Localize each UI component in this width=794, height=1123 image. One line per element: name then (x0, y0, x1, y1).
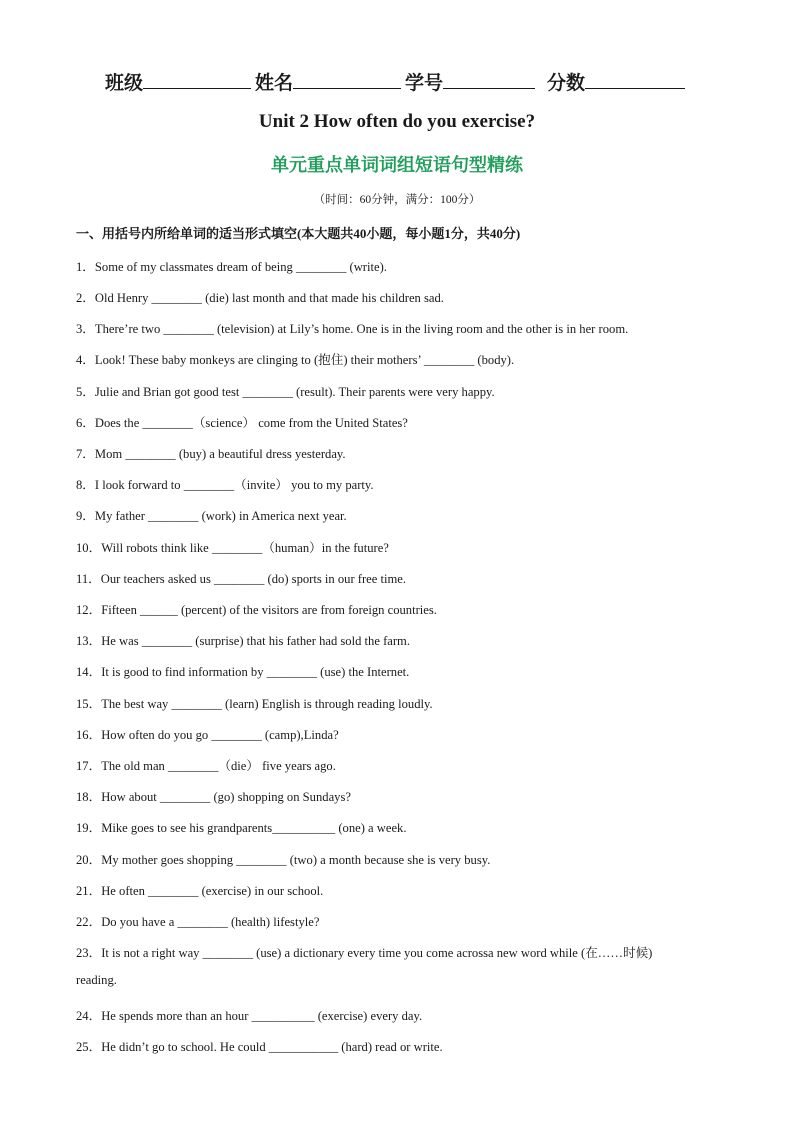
exercise-item: 19．Mike goes to see his grandparents__________ (one) a week. (76, 821, 407, 835)
exercise-item: 6．Does the ________（science） come from the United States? (76, 416, 408, 430)
exercise-item: 14．It is good to find information by ________ (use) the Internet. (76, 665, 410, 679)
exercise-item: 23．It is not a right way ________ (use) a dictionary every time you come acrossa new word while (在……时候) (76, 946, 653, 960)
exercise-item: 11．Our teachers asked us ________ (do) sports in our free time. (76, 572, 407, 586)
exercise-item: 3．There’re two ________ (television) at Lily’s home. One is in the living room and the other is in her room. (76, 322, 629, 336)
score-blank[interactable] (585, 70, 685, 89)
name-label: 姓名 (254, 73, 293, 94)
exercise-item-continuation: reading. (76, 973, 117, 987)
student-info-line (0, 68, 794, 95)
score-label: 分数 (547, 73, 586, 94)
time-note: （时间：60分钟，满分：100分） (313, 194, 481, 206)
page-subtitle: 单元重点单词词组短语句型精练 (271, 155, 523, 176)
exercise-item: 17．The old man ________（die） five years ago. (76, 759, 336, 773)
exercise-item: 25．He didn’t go to school. He could ___________ (hard) read or write. (76, 1040, 443, 1054)
exercise-item: 15．The best way ________ (learn) English is through reading loudly. (76, 697, 433, 711)
exercise-item: 13．He was ________ (surprise) that his father had sold the farm. (76, 634, 411, 648)
exercise-item: 9．My father ________ (work) in America next year. (76, 509, 347, 523)
page-title: Unit 2 How often do you exercise? (258, 111, 536, 132)
class-label: 班级 (104, 73, 143, 94)
exercise-item: 7．Mom ________ (buy) a beautiful dress yesterday. (76, 447, 346, 461)
exercise-item: 21．He often ________ (exercise) in our school. (76, 884, 324, 898)
exercise-item: 1．Some of my classmates dream of being ________ (write). (76, 260, 387, 274)
exercise-item: 2．Old Henry ________ (die) last month and that made his children sad. (76, 291, 444, 305)
id-blank[interactable] (443, 70, 535, 89)
exercise-item: 22．Do you have a ________ (health) lifestyle? (76, 915, 320, 929)
exercise-item: 24．He spends more than an hour __________ (exercise) every day. (76, 1009, 423, 1023)
exercise-item: 12．Fifteen ______ (percent) of the visitors are from foreign countries. (76, 603, 437, 617)
exercise-item: 8．I look forward to ________（invite） you to my party. (76, 478, 374, 492)
exercise-item: 4．Look! These baby monkeys are clinging to (抱住) their mothers’ ________ (body). (76, 353, 515, 367)
name-blank[interactable] (293, 70, 401, 89)
exercise-item: 18．How about ________ (go) shopping on Sundays? (76, 790, 351, 804)
exercise-item: 5．Julie and Brian got good test ________ (result). Their parents were very happy. (76, 385, 495, 399)
class-blank[interactable] (143, 70, 251, 89)
exercise-item: 16．How often do you go ________ (camp),Linda? (76, 728, 339, 742)
exercise-item: 20．My mother goes shopping ________ (two) a month because she is very busy. (76, 853, 491, 867)
id-label: 学号 (405, 73, 444, 94)
exercise-item: 10．Will robots think like ________（human）in the future? (76, 541, 389, 555)
section-heading: 一、用括号内所给单词的适当形式填空(本大题共40小题，每小题1分，共40分) (76, 226, 521, 241)
